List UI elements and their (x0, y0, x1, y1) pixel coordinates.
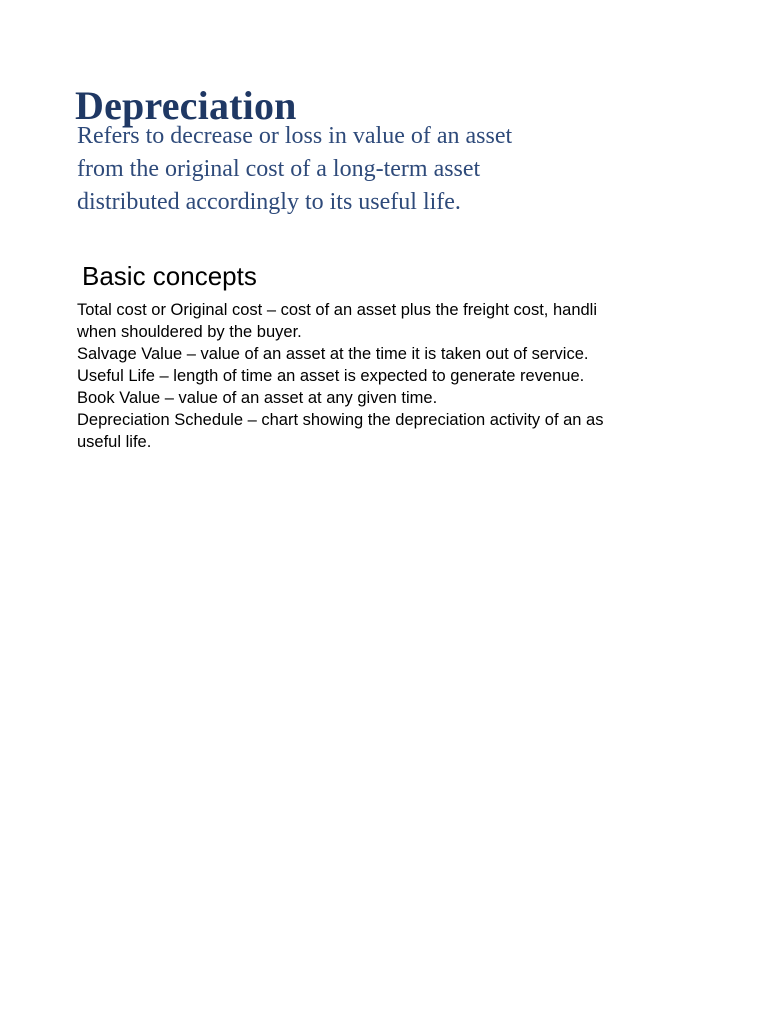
definition-line: from the original cost of a long-term asset (77, 156, 481, 182)
definition-line: distributed accordingly to its useful life. (77, 189, 461, 215)
definition-line: Refers to decrease or loss in value of an asset (77, 123, 513, 149)
concept-line: Useful Life – length of time an asset is expected to generate revenue. (77, 367, 585, 385)
definition-text (77, 120, 512, 219)
concept-line: useful life. (77, 433, 152, 451)
concept-line: when shouldered by the buyer. (77, 323, 302, 341)
page-title: Depreciation (75, 83, 297, 128)
concept-line: Depreciation Schedule – chart showing the depreciation activity of an as (77, 411, 604, 429)
concepts-list (77, 299, 668, 453)
concept-line: Book Value – value of an asset at any given time. (77, 389, 438, 407)
concept-line: Total cost or Original cost – cost of an asset plus the freight cost, handli (77, 301, 598, 319)
section-heading: Basic concepts (82, 261, 257, 291)
concept-line: Salvage Value – value of an asset at the time it is taken out of service. (77, 345, 589, 363)
